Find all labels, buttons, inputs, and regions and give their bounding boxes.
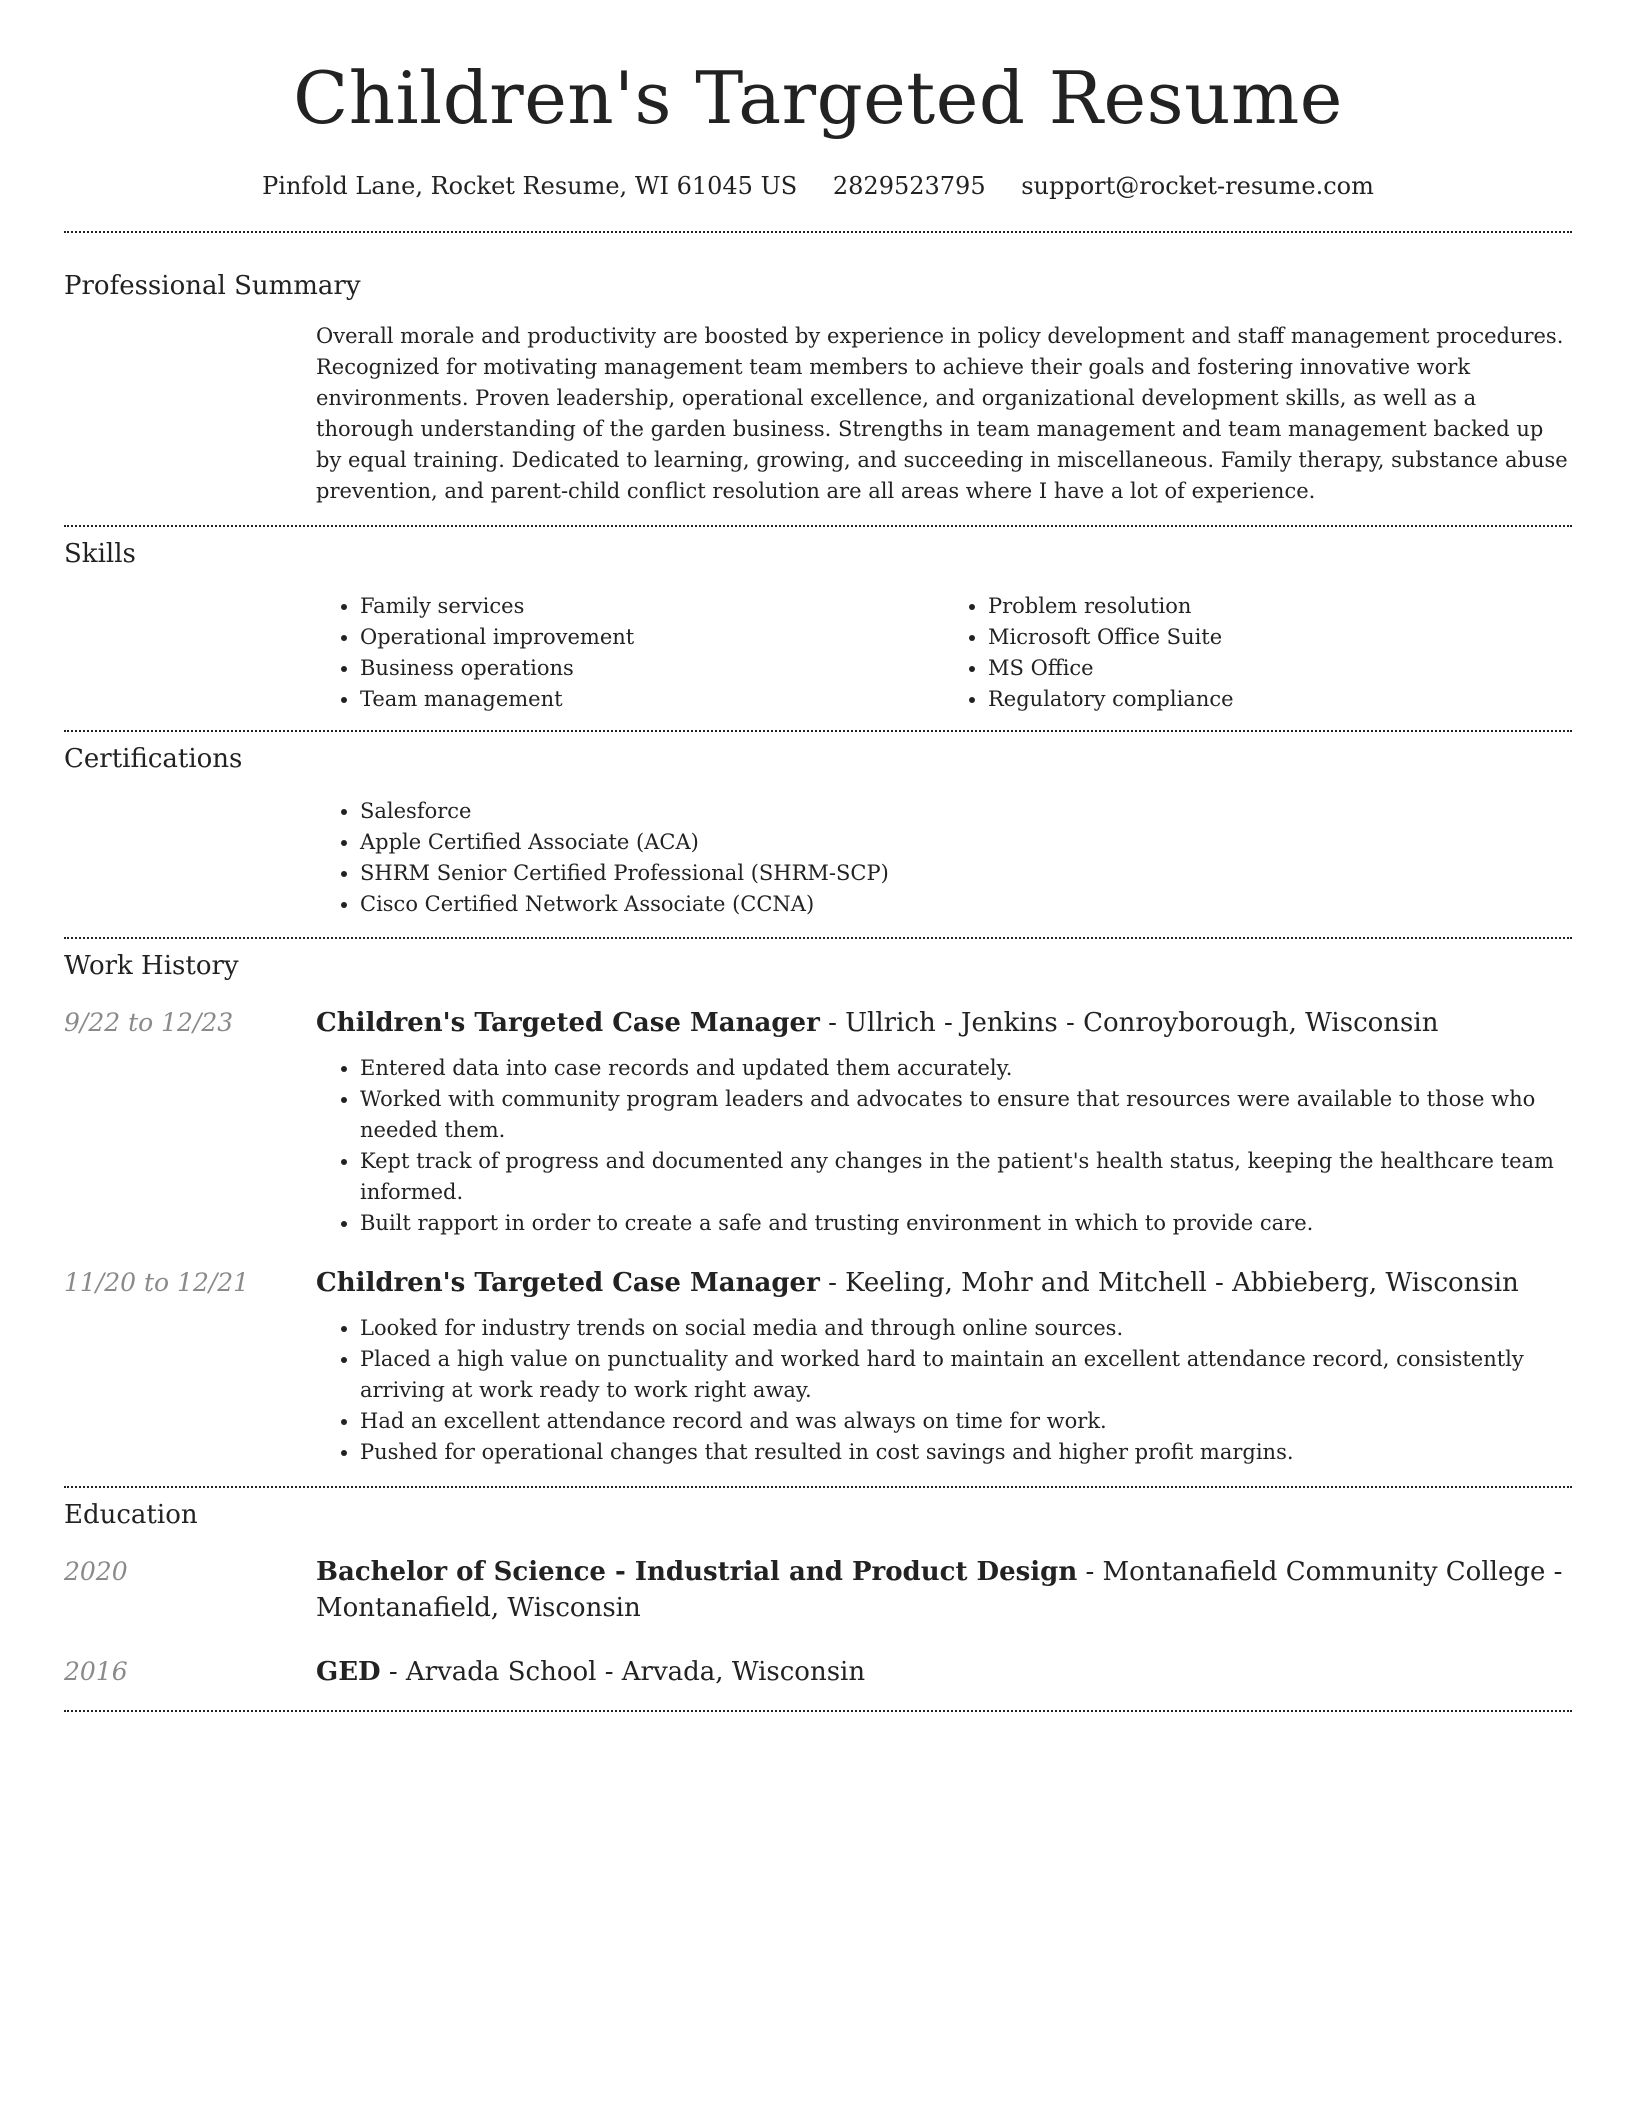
skill-item: • Regulatory compliance [988, 684, 1572, 715]
summary-section [64, 233, 1572, 507]
work-bullet: • Placed a high value on punctuality and worked hard to maintain an excellent attendance record, consistently arriving at work ready to work right away. [360, 1344, 1572, 1406]
work-details: - Ullrich - Jenkins - Conroyborough, Wisconsin [819, 1008, 1439, 1038]
education-details: - Montanafield Community College - Montanafield, Wisconsin [316, 1557, 1563, 1623]
certification-item: • SHRM Senior Certified Professional (SHRM-SCP) [360, 858, 1572, 889]
resume-name: Children's Targeted Resume [293, 56, 1343, 140]
contact-phone: 2829523795 [832, 172, 986, 200]
work-dates: 11/20 to 12/21 [64, 1268, 250, 1297]
education-details: - Arvada School - Arvada, Wisconsin [380, 1657, 866, 1687]
certification-item: • Apple Certified Associate (ACA) [360, 827, 1572, 858]
work-bullet: • Entered data into case records and updated them accurately. [360, 1053, 1572, 1084]
resume-header [64, 0, 1572, 202]
education-degree: Bachelor of Science - Industrial and Product Design [316, 1557, 1078, 1587]
skills-title: Skills [64, 539, 136, 569]
contact-email: support@rocket-resume.com [1021, 172, 1374, 200]
skill-item: • Problem resolution [988, 591, 1572, 622]
skills-list-left [316, 591, 944, 715]
skills-grid [316, 591, 1572, 715]
work-bullet: • Pushed for operational changes that resulted in cost savings and higher profit margins. [360, 1437, 1572, 1468]
skill-item: • Family services [360, 591, 944, 622]
work-role: Children's Targeted Case Manager [316, 1008, 820, 1038]
work-title: Work History [64, 951, 239, 981]
education-heading [316, 1654, 1572, 1690]
work-heading [316, 1005, 1572, 1041]
education-degree: GED [316, 1657, 381, 1687]
work-heading [316, 1265, 1572, 1301]
certifications-title: Certifications [64, 744, 243, 774]
work-bullet: • Built rapport in order to create a safe and trusting environment in which to provide care. [360, 1208, 1572, 1239]
work-role: Children's Targeted Case Manager [316, 1268, 820, 1298]
work-bullet: • Had an excellent attendance record and was always on time for work. [360, 1406, 1572, 1437]
skills-section [64, 527, 1572, 715]
skill-item: • MS Office [988, 653, 1572, 684]
education-year: 2016 [64, 1657, 128, 1686]
skill-item: • Operational improvement [360, 622, 944, 653]
section-divider [64, 1710, 1572, 1712]
work-entry [64, 1265, 1572, 1468]
certification-item: • Cisco Certified Network Associate (CCNA) [360, 889, 1572, 920]
education-year: 2020 [64, 1557, 128, 1586]
work-dates: 9/22 to 12/23 [64, 1008, 234, 1037]
certifications-section [64, 732, 1572, 920]
work-entry [64, 1005, 1572, 1239]
work-details: - Keeling, Mohr and Mitchell - Abbieberg, Wisconsin [819, 1268, 1519, 1298]
skills-list-right [944, 591, 1572, 715]
work-section [64, 939, 1572, 1468]
education-section [64, 1488, 1572, 1690]
work-bullets [316, 1053, 1572, 1239]
work-bullet: • Worked with community program leaders and advocates to ensure that resources were available to those who needed them. [360, 1084, 1572, 1146]
skill-item: • Microsoft Office Suite [988, 622, 1572, 653]
work-bullets [316, 1313, 1572, 1468]
skill-item: • Team management [360, 684, 944, 715]
work-bullet: • Looked for industry trends on social media and through online sources. [360, 1313, 1572, 1344]
work-bullet: • Kept track of progress and documented any changes in the patient's health status, keeping the healthcare team informed. [360, 1146, 1572, 1208]
certifications-list [316, 796, 1572, 920]
education-heading [316, 1554, 1572, 1626]
summary-title: Professional Summary [64, 271, 361, 301]
contact-address: Pinfold Lane, Rocket Resume, WI 61045 US [262, 172, 798, 200]
education-entry [64, 1654, 1572, 1690]
contact-line [64, 170, 1572, 202]
education-title: Education [64, 1500, 198, 1530]
summary-text: Overall morale and productivity are boosted by experience in policy development and staff management procedures. Recognized for motivating management team members to achieve their goals and fostering innovative work environments. Proven leadership, operational excellence, and organizational development skills, as well as a thorough understanding of the garden business. Strengths in team management and team management backed up by equal training. Dedicated to learning, growing, and succeeding in miscellaneous. Family therapy, substance abuse prevention, and parent-child conflict resolution are all areas where I have a lot of experience. [316, 324, 1568, 503]
education-entry [64, 1554, 1572, 1626]
certification-item: • Salesforce [360, 796, 1572, 827]
skill-item: • Business operations [360, 653, 944, 684]
resume-page [64, 0, 1572, 1712]
